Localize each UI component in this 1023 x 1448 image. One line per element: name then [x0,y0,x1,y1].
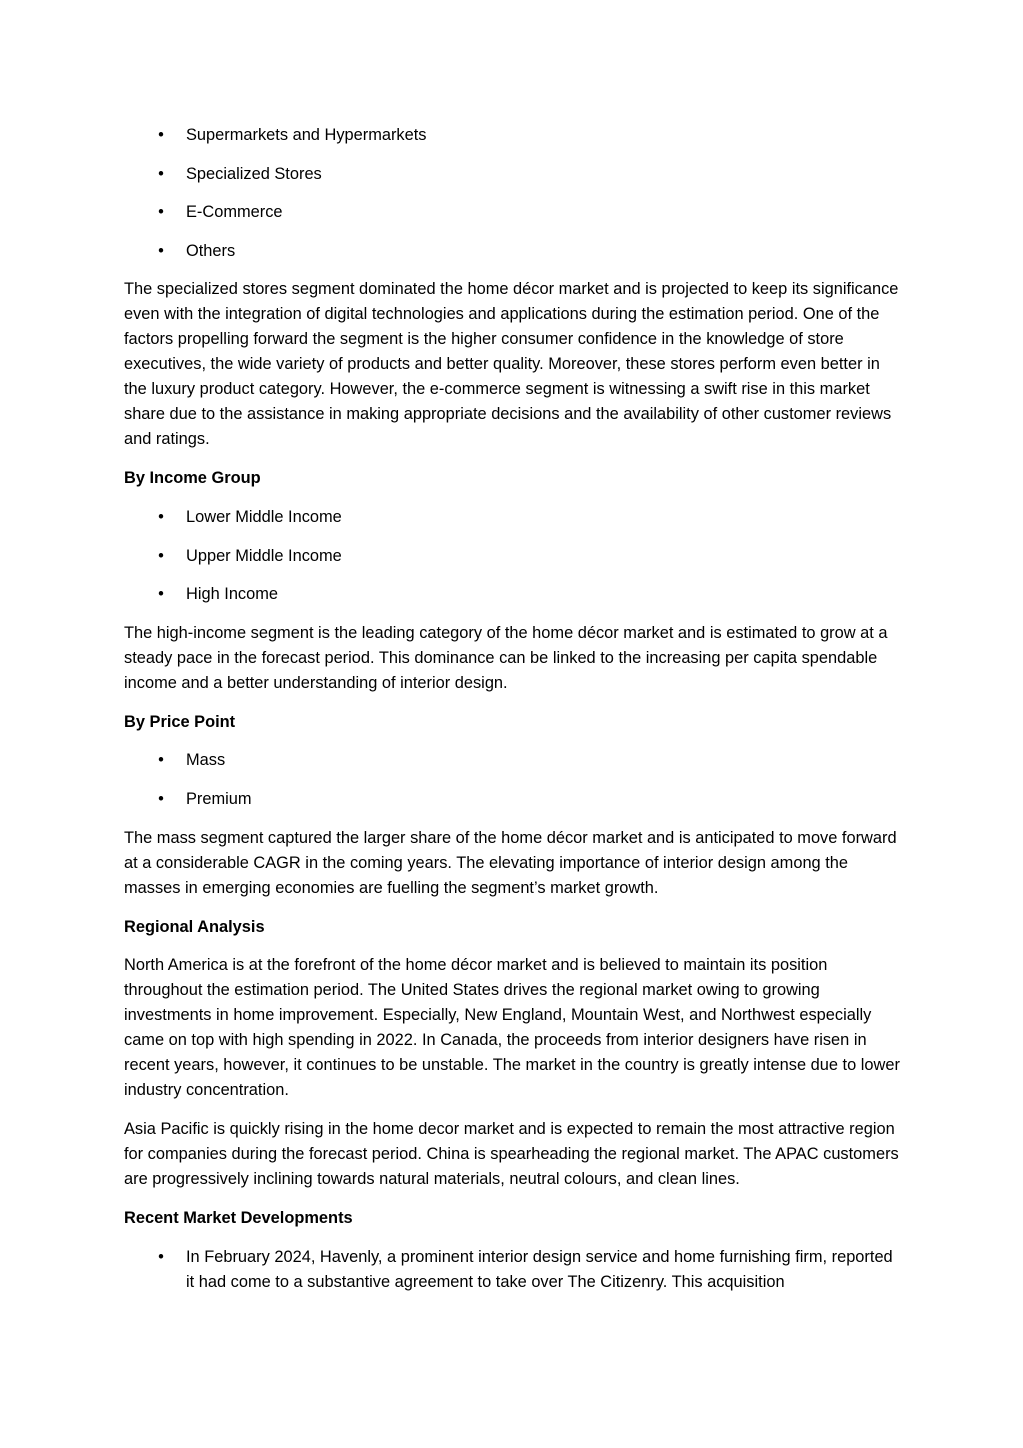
bullet-icon: • [158,164,164,183]
income-group-list [124,505,904,607]
list-item: • In February 2024, Havenly, a prominent interior design service and home furnishing firm, reported it had come to a substantive agreement to take over The Citizenry. This acquisition [124,1245,904,1295]
paragraph-specialized-stores: The specialized stores segment dominated the home décor market and is projected to keep its significance even with the integration of digital technologies and applications during the estimation period. One of the factors propelling forward the segment is the higher consumer confidence in the knowledge of store executives, the wide variety of products and better quality. Moreover, these stores perform even better in the luxury product category. However, the e-commerce segment is witnessing a swift rise in this market share due to the assistance in making appropriate decisions and the availability of other customer reviews and ratings. [124,280,899,449]
heading-recent-developments: Recent Market Developments [124,1209,353,1228]
list-item: • Specialized Stores [124,162,904,187]
bullet-icon: • [158,203,164,222]
list-item: • Upper Middle Income [124,544,904,569]
bullet-icon: • [158,126,164,144]
recent-developments-list [124,1245,904,1295]
paragraph-mass-segment: The mass segment captured the larger share of the home décor market and is anticipated to move forward at a considerable CAGR in the coming years. The elevating importance of interior design among the masses in emerging economies are fuelling the segment’s market growth. [124,828,897,897]
heading-income-group: By Income Group [124,469,261,488]
paragraph-high-income: The high-income segment is the leading category of the home décor market and is estimated to grow at a steady pace in the forecast period. This dominance can be linked to the increasing per capita spendable income and a better understanding of interior design. [124,623,888,692]
paragraph-asia-pacific: Asia Pacific is quickly rising in the home decor market and is expected to remain the most attractive region for companies during the forecast period. China is spearheading the regional market. The APAC customers are progressively inclining towards natural materials, neutral colours, and clean lines. [124,1120,899,1189]
document-page [124,123,904,1308]
list-item: • Supermarkets and Hypermarkets [124,123,904,148]
bullet-icon: • [158,789,164,808]
bullet-icon: • [158,1247,164,1266]
list-item: • Lower Middle Income [124,505,904,530]
list-item: • Premium [124,787,904,812]
bullet-icon: • [158,585,164,604]
heading-regional-analysis: Regional Analysis [124,917,265,936]
bullet-icon: • [158,241,164,260]
list-item: • Others [124,239,904,264]
list-item: • High Income [124,582,904,607]
list-item: • E-Commerce [124,200,904,225]
bullet-icon: • [158,507,164,526]
price-point-list [124,748,904,812]
heading-price-point: By Price Point [124,712,236,731]
bullet-icon: • [158,751,164,770]
distribution-channel-list [124,123,904,264]
list-item: • Mass [124,748,904,773]
bullet-icon: • [158,546,164,565]
paragraph-north-america: North America is at the forefront of the home décor market and is believed to maintain its position throughout the estimation period. The United States drives the regional market owing to growing investments in home improvement. Especially, New England, Mountain West, and Northwest especially came on top with high spending in 2022. In Canada, the proceeds from interior designers have risen in recent years, however, it continues to be unstable. The market in the country is greatly intense due to lower industry concentration. [124,956,900,1100]
